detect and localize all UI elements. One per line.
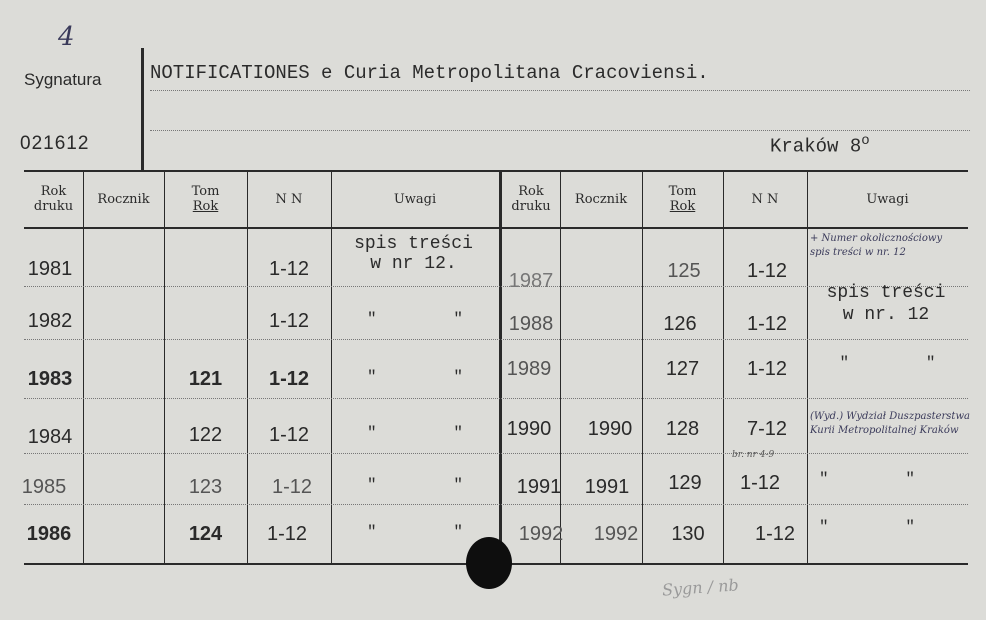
right-tom-cell: 127 [665, 358, 700, 380]
sygnatura-label: Sygnatura [24, 70, 102, 89]
right-nn-cell: 1-12 [746, 358, 788, 380]
right-rocznik-cell: 1991 [584, 476, 630, 498]
row-rule [24, 398, 968, 399]
header-tom: Tom [668, 184, 697, 199]
header-tom-rok [642, 184, 723, 214]
sygnatura-number: 021612 [20, 133, 90, 154]
right-rocznik-cell: 1990 [587, 418, 633, 440]
header-rok: Rok [669, 199, 696, 214]
place-text: Kraków 8 [770, 135, 862, 158]
header-bottom-rule [24, 227, 968, 229]
left-uwagi-cell: " " [366, 424, 463, 442]
right-tom-cell: 126 [663, 313, 697, 335]
left-uwagi-cell: " " [366, 368, 463, 386]
left-nn-cell: 1-12 [271, 476, 313, 498]
header-tom: Tom [191, 184, 220, 199]
right-rok-cell: 1991 [516, 476, 562, 498]
header-rocznik: Rocznik [574, 192, 628, 207]
right-rocznik-cell: 1992 [593, 523, 639, 545]
left-nn-cell: 1-12 [268, 424, 310, 446]
right-nn-cell: 7-12 [746, 418, 788, 440]
right-uwagi-cell: (Wyd.) Wydział Duszpasterstwa Kurii Metropolitalnej Kraków [810, 411, 970, 436]
left-uwagi-cell: " " [366, 523, 463, 541]
header-rocznik: Rocznik [97, 192, 150, 207]
rule [150, 130, 970, 131]
row-rule [24, 504, 968, 505]
right-tom-cell: 129 [668, 472, 702, 494]
left-uwagi-cell: " " [366, 310, 463, 328]
corner-mark: 4 [58, 22, 75, 52]
header-uwagi: Uwagi [393, 192, 437, 207]
header-nn: N N [275, 192, 303, 207]
right-uwagi-cell: + Numer okolicznościowy spis treści w nr. 12 [810, 233, 943, 258]
left-tom-cell: 122 [188, 424, 223, 446]
left-uwagi-cell: spis treści w nr 12. [354, 234, 473, 274]
header-rok: Rok [192, 199, 219, 214]
left-nn-cell: 1-12 [268, 258, 310, 280]
left-nn-cell: 1-12 [268, 310, 310, 332]
left-rok-cell: 1985 [21, 476, 67, 498]
right-uwagi-cell: " " [818, 518, 915, 536]
header-uwagi: Uwagi [866, 192, 909, 207]
footer-mark: Sygn / nb [661, 575, 740, 600]
right-nn-cell: 1-12 [746, 313, 788, 335]
right-tom-cell: 128 [665, 418, 700, 440]
place-and-format [770, 133, 870, 157]
right-rok-cell: 1988 [508, 313, 554, 335]
right-rok-cell: 1990 [506, 418, 552, 440]
punch-hole [466, 537, 512, 589]
left-tom-cell: 121 [188, 368, 223, 390]
left-uwagi-cell: " " [366, 476, 463, 494]
right-nn-cell: 1-12 [746, 260, 788, 282]
left-rok-cell: 1983 [27, 368, 73, 390]
left-nn-cell: 1-12 [266, 523, 308, 545]
rule [150, 90, 970, 91]
right-rok-cell: 1992 [518, 523, 564, 545]
right-tom-cell: 130 [671, 523, 705, 545]
left-rok-cell: 1981 [27, 258, 73, 280]
left-tom-cell: 124 [188, 523, 223, 545]
right-nn-cell: 1-12 [754, 523, 796, 545]
row-rule [24, 453, 968, 454]
right-uwagi-cell: " " [818, 470, 915, 488]
format-superscript: o [861, 133, 870, 149]
card-title: NOTIFICATIONES e Curia Metropolitana Cracoviensi. [150, 62, 709, 84]
right-uwagi-cell: spis treści w nr. 12 [826, 283, 946, 325]
right-uwagi-cell: " " [839, 354, 936, 372]
header-divider [141, 48, 144, 172]
right-tom-cell: 125 [667, 260, 701, 282]
header-nn: N N [751, 192, 779, 207]
header-rok-druku: Rok druku [33, 184, 74, 214]
left-rok-cell: 1986 [26, 523, 72, 545]
left-rok-cell: 1984 [27, 426, 73, 448]
left-tom-cell: 123 [188, 476, 223, 498]
left-rok-cell: 1982 [27, 310, 73, 332]
right-rok-cell: 1987 [508, 270, 554, 292]
header-tom-rok [164, 184, 247, 214]
left-nn-cell: 1-12 [268, 368, 310, 390]
header-rok-druku: Rok druku [511, 184, 551, 214]
table-top-rule [24, 170, 968, 172]
right-nn-cell: 1-12 [739, 472, 781, 494]
right-rok-cell: 1989 [506, 358, 552, 380]
right-nn-note: br. nr 4-9 [732, 450, 775, 460]
row-rule [24, 339, 968, 340]
